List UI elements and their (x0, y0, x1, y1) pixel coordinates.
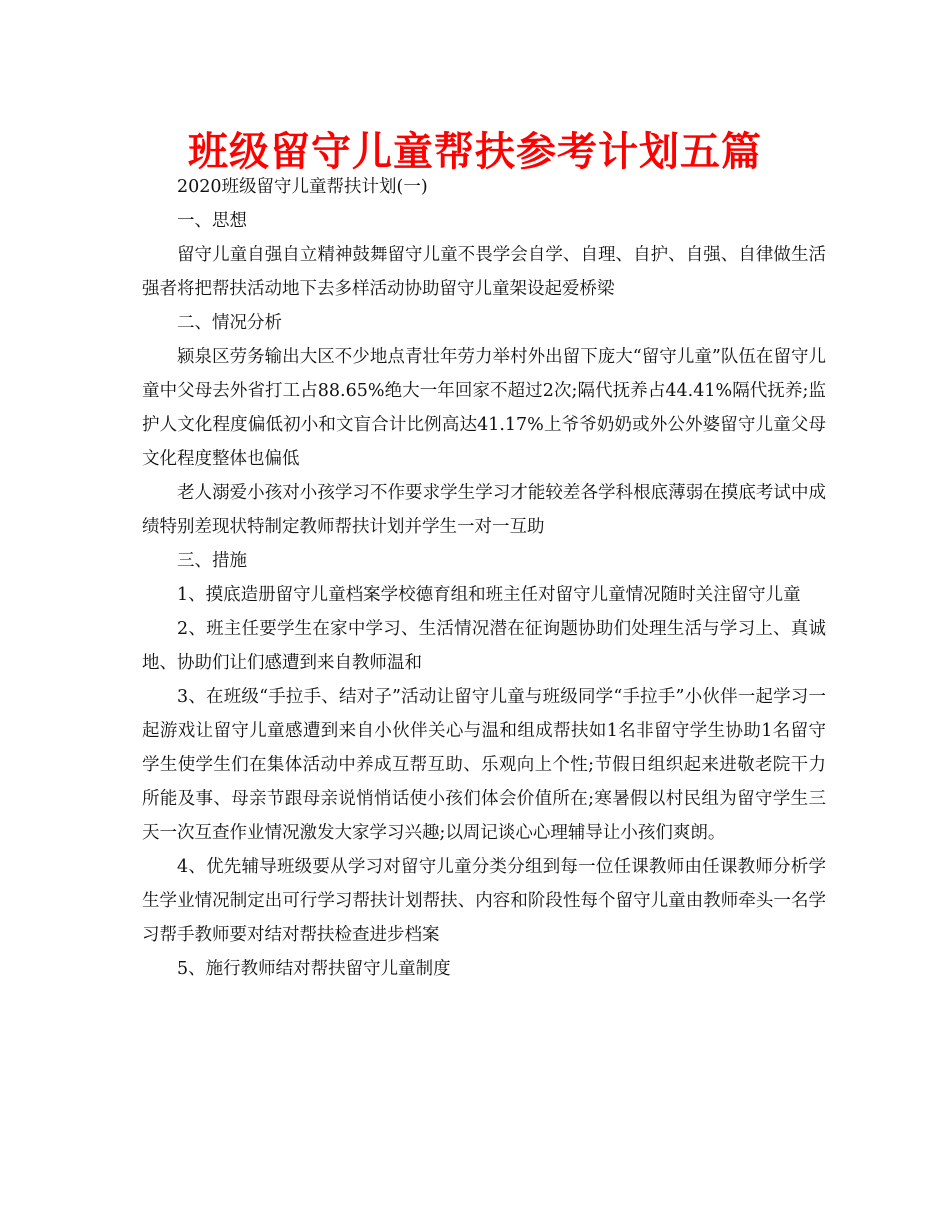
document-title: 班级留守儿童帮扶参考计划五篇 (188, 129, 762, 175)
paragraph-thought: 留守儿童自强自立精神鼓舞留守儿童不畏学会自学、自理、自护、自强、自律做生活强者将把帮扶活动地下去多样活动协助留守儿童架设起爱桥梁 (142, 245, 826, 299)
section-heading-analysis: 二、情况分析 (177, 313, 282, 333)
section-heading-thought: 一、思想 (177, 211, 247, 231)
document-body (142, 170, 826, 986)
measure-item-5: 5、施行教师结对帮扶留守儿童制度 (177, 959, 451, 979)
section-heading-measures: 三、措施 (177, 551, 247, 571)
paragraph-analysis-1: 颍泉区劳务输出大区不少地点青壮年劳力举村外出留下庞大“留守儿童”队伍在留守儿童中父母去外省打工占88.65%绝大一年回家不超过2次;隔代抚养占44.41%隔代抚养;监护人文化程度偏低初小和文盲合计比例高达41.17%上爷爷奶奶或外公外婆留守儿童父母文化程度整体也偏低 (142, 347, 826, 469)
paragraph-analysis-2: 老人溺爱小孩对小孩学习不作要求学生学习才能较差各学科根底薄弱在摸底考试中成绩特别差现状特制定教师帮扶计划并学生一对一互助 (142, 483, 826, 537)
measure-item-4: 4、优先辅导班级要从学习对留守儿童分类分组到每一位任课教师由任课教师分析学生学业情况制定出可行学习帮扶计划帮扶、内容和阶段性每个留守儿童由教师牵头一名学习帮手教师要对结对帮扶检查进步档案 (142, 857, 826, 945)
plan-subtitle: 2020班级留守儿童帮扶计划(一) (177, 177, 428, 197)
measure-item-2: 2、班主任要学生在家中学习、生活情况潜在征询题协助们处理生活与学习上、真诚地、协助们让们感遭到来自教师温和 (142, 619, 826, 673)
measure-item-1: 1、摸底造册留守儿童档案学校德育组和班主任对留守儿童情况随时关注留守儿童 (177, 585, 801, 605)
measure-item-3: 3、在班级“手拉手、结对子”活动让留守儿童与班级同学“手拉手”小伙伴一起学习一起游戏让留守儿童感遭到来自小伙伴关心与温和组成帮扶如1名非留守学生协助1名留守学生使学生们在集体活动中养成互帮互助、乐观向上个性;节假日组织起来进敬老院干力所能及事、母亲节跟母亲说悄悄话使小孩们体会价值所在;寒暑假以村民组为留守学生三天一次互查作业情况激发大家学习兴趣;以周记谈心心理辅导让小孩们爽朗。 (142, 687, 826, 843)
